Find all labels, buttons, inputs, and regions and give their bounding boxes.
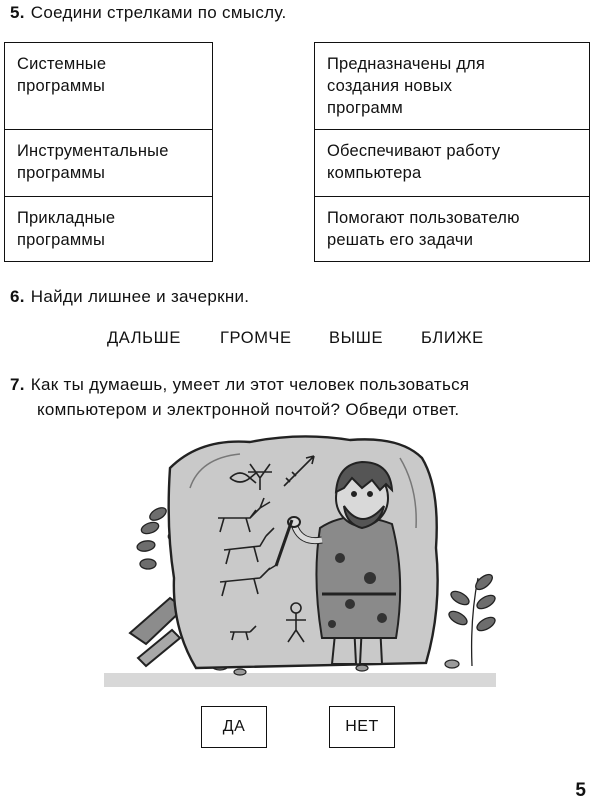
box-text-line: программы bbox=[17, 164, 106, 182]
task-6-number: 6. bbox=[10, 287, 25, 306]
match-box-application-programs[interactable] bbox=[4, 196, 213, 262]
box-text-line: Предназначены для bbox=[327, 55, 485, 73]
word-option[interactable]: ДАЛЬШЕ bbox=[107, 329, 181, 347]
box-text-line: создания новых bbox=[327, 77, 453, 95]
match-box-computer-operation[interactable] bbox=[314, 129, 590, 197]
task-7-question-line-1: Как ты думаешь, умеет ли этот человек пользоваться bbox=[30, 375, 470, 394]
answer-yes-box[interactable]: ДА bbox=[201, 706, 267, 748]
answer-no-box[interactable]: НЕТ bbox=[329, 706, 395, 748]
task-5-heading bbox=[10, 2, 286, 24]
task-7-number: 7. bbox=[10, 375, 25, 394]
caveman-illustration bbox=[100, 428, 500, 690]
box-text-line: Прикладные bbox=[17, 209, 116, 227]
word-option[interactable]: ГРОМЧЕ bbox=[220, 329, 292, 347]
box-text-line: Системные bbox=[17, 55, 107, 73]
box-text-line: Обеспечивают работу bbox=[327, 142, 501, 160]
match-box-system-programs[interactable] bbox=[4, 42, 213, 130]
word-option[interactable]: ВЫШЕ bbox=[329, 329, 384, 347]
ground-stripe bbox=[104, 673, 496, 687]
task-7-question-line-2: компьютером и электронной почтой? Обведи ответ. bbox=[37, 400, 460, 419]
match-box-create-programs[interactable] bbox=[314, 42, 590, 130]
task-6-instruction: Найди лишнее и зачеркни. bbox=[30, 287, 250, 306]
word-option[interactable]: БЛИЖЕ bbox=[421, 329, 484, 347]
box-text-line: программы bbox=[17, 231, 106, 249]
task-6-heading bbox=[10, 286, 249, 308]
right-plant bbox=[447, 572, 497, 666]
task-5-number: 5. bbox=[10, 3, 25, 22]
box-text-line: программы bbox=[17, 77, 106, 95]
box-text-line: компьютера bbox=[327, 164, 422, 182]
match-box-help-user[interactable] bbox=[314, 196, 590, 262]
task-5-instruction: Соедини стрелками по смыслу. bbox=[30, 3, 287, 22]
box-text-line: решать его задачи bbox=[327, 231, 474, 249]
match-box-tool-programs[interactable] bbox=[4, 129, 213, 197]
box-text-line: программ bbox=[327, 99, 403, 117]
task-7-heading bbox=[10, 374, 469, 396]
box-text-line: Инструментальные bbox=[17, 142, 169, 160]
page-number: 5 bbox=[575, 780, 586, 801]
box-text-line: Помогают пользователю bbox=[327, 209, 520, 227]
